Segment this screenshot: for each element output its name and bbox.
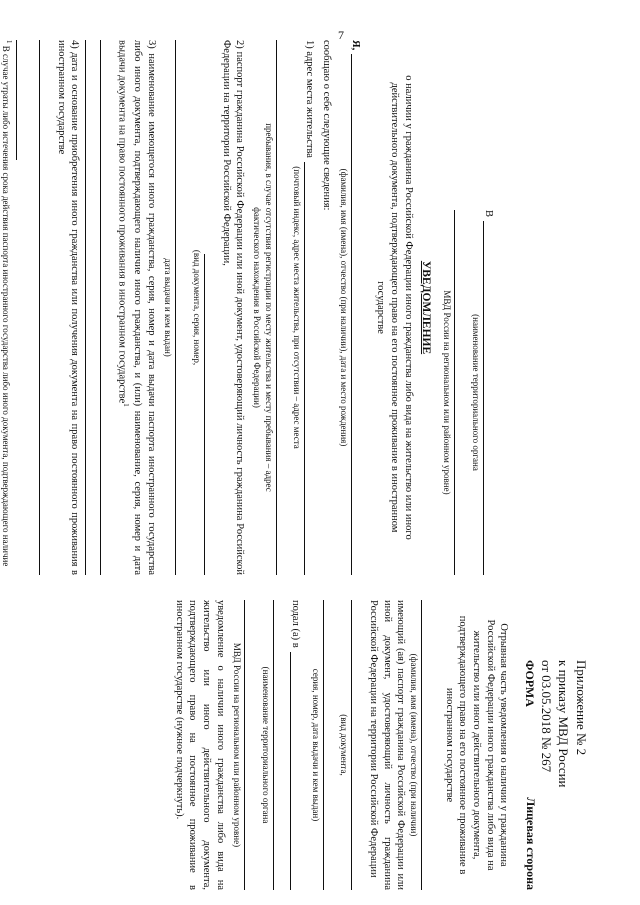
appendix-header — [537, 600, 590, 890]
tear-fio-caption: (фамилия, имя (имена), отчество (при наличии) — [408, 653, 419, 837]
tear-organ-caption-2: МВД России на региональном или районном уровне) — [232, 642, 243, 848]
address-caption-2: пребывания, в случае отсутствия регистрации по месту жительства и месту пребывания – адрес — [263, 123, 274, 492]
tear-organ-line — [273, 600, 286, 890]
appendix-line-2: к приказу МВД России — [556, 660, 572, 788]
tear-notice-text: уведомление о наличии иного гражданства либо вида на жительство или иного действительного документа, подтверждающего право на постоянное проживание в иностранном государстве (нужное подчеркнуть). — [173, 600, 226, 890]
tear-submitted-block — [288, 600, 305, 890]
tear-series-caption: серия, номер, дата выдачи и кем выдан) — [310, 668, 321, 822]
address-caption-3: фактического нахождения в Российской Федерации) — [252, 207, 263, 408]
item-1-line — [304, 162, 317, 575]
notification-section — [1, 40, 590, 575]
item-3-footnote-ref: 1 — [122, 403, 131, 407]
item-1-label: 1) адрес места жительства — [304, 40, 316, 158]
applicant-prefix: Я, — [350, 40, 362, 51]
item-1-block — [302, 40, 319, 575]
footnote-separator — [16, 40, 17, 160]
item-3-block — [115, 40, 157, 575]
recipient-block — [441, 210, 498, 575]
report-intro: сообщаю о себе следующие сведения: — [321, 40, 333, 211]
recipient-caption-2: МВД России на региональном или районном уровне) — [442, 290, 453, 495]
item-2-line-2 — [175, 40, 188, 575]
item-3-label: 3) наименование имеющегося иного гражданства, серия, номер и дата выдачи паспорта иностранного государства либо иного документа, подтверждающего наличие иного гражданства, и (или) наименование, серия, номер и дата выдачи документа на право постоянного проживания в иностранном государстве — [116, 40, 157, 575]
page-number: 7 — [338, 28, 344, 42]
footnote-mark: 1 — [5, 40, 14, 44]
face-side-label: Лицевая сторона — [523, 797, 538, 890]
footnote-text: В случае утраты либо истечения срока действия паспорта иностранного государства либо иного документа, подтверждающего наличие — [1, 45, 12, 567]
appendix-line-3: от 03.05.2018 № 267 — [538, 660, 554, 773]
address-line-2 — [276, 40, 289, 575]
recipient-prefix: В — [482, 210, 494, 218]
item-4-line — [39, 40, 52, 575]
item-3-line-2 — [85, 40, 98, 575]
document-caption: (вид документа, серия, номер, — [192, 249, 203, 366]
tear-off-title: Отрывная часть уведомления о наличии у гражданина Российской Федерации иного гражданства либо вида на жительство или иного действительного документа, подтверждающего право на его постоянное проживание в иностранном государстве — [443, 615, 510, 875]
tear-doc-caption: (вид документа, — [339, 714, 350, 776]
applicant-line — [351, 54, 364, 575]
tear-submitted-label: подал (а) в — [289, 600, 301, 648]
recipient-line-2 — [454, 210, 467, 575]
tear-submitted-line — [290, 652, 303, 890]
tear-fio-line — [421, 600, 434, 890]
tear-organ-caption: (наименование территориального органа — [260, 666, 271, 824]
applicant-block — [349, 40, 366, 575]
appendix-line-1: Приложение № 2 — [574, 660, 589, 756]
recipient-line — [483, 221, 496, 575]
notification-title: УВЕДОМЛЕНИЕ — [419, 260, 432, 355]
recipient-caption: (наименование территориального органа — [471, 314, 481, 471]
tear-doc-line — [351, 600, 364, 890]
footnote — [0, 40, 13, 575]
item-2-line — [204, 254, 217, 575]
applicant-caption: (фамилия, имя (имена), отчество (при наличии), дата и место рождения) — [338, 168, 349, 447]
form-label: ФОРМА — [523, 660, 538, 707]
issue-caption: дата выдачи и кем выдан) — [163, 258, 174, 357]
tear-series-line — [323, 600, 336, 890]
address-caption-1: (почтовый индекс, адрес места жительства, при отсутствии – адрес места — [292, 166, 303, 449]
rotated-form — [1, 40, 590, 890]
item-3-line — [100, 40, 113, 575]
tear-off-section — [30, 600, 590, 890]
tear-passport-text: имеющий (ая) паспорт гражданина Российской Федерации или иной документ, удостоверяющий личность гражданина Российской Федерации на территории Российской Федерации — [368, 600, 407, 890]
tear-organ-line-2 — [244, 600, 257, 890]
notification-subtitle: о наличии у гражданина Российской Федерации иного гражданства либо вида на жительство или иного действительного документа, подтверждающего право на его постоянное проживание в иностранном государстве — [375, 75, 414, 540]
item-4-label: 4) дата и основание приобретения иного гражданства или получения документа на право постоянного проживания в иностранном государстве — [55, 40, 81, 575]
item-2-label: 2) паспорт гражданина Российской Федерации или иной документ, удостоверяющий личность гражданина Российской Федерации на территории Российской Федерации, — [220, 40, 246, 575]
